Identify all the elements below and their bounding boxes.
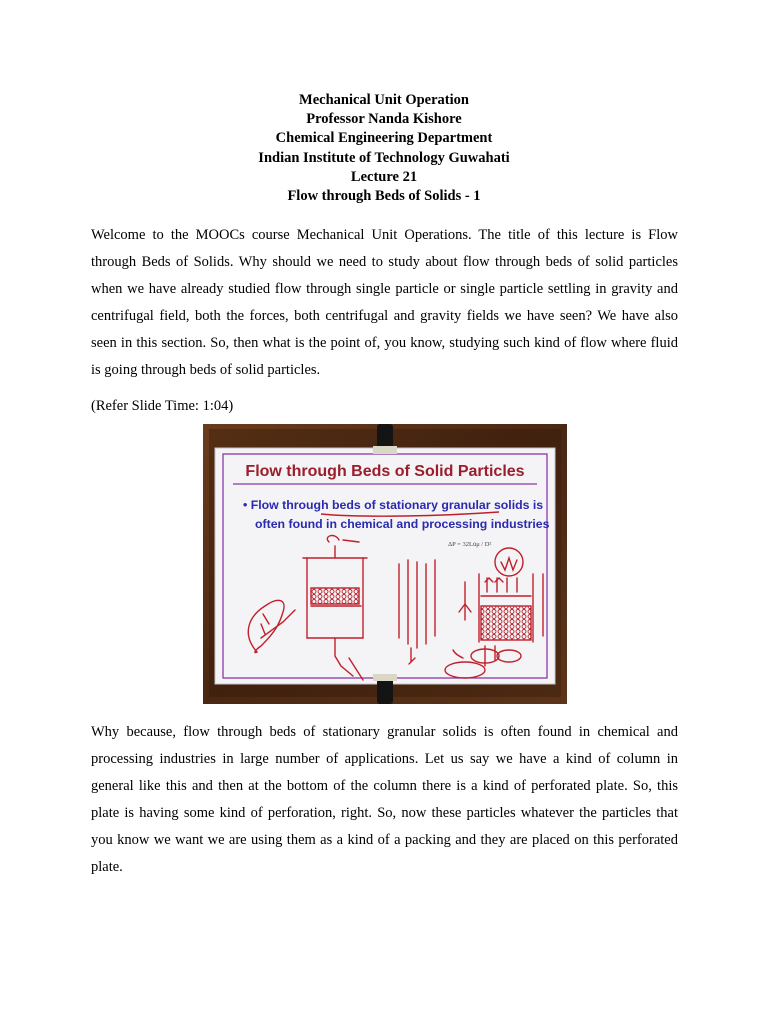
department-name: Chemical Engineering Department: [275, 130, 493, 147]
slide-reference: (Refer Slide Time: 1:04): [91, 398, 234, 414]
slide-bullet-line1: • Flow through beds of stationary granular solids is: [243, 498, 544, 512]
slide-title: Flow through Beds of Solid Particles: [245, 463, 525, 480]
slide-bullet-line2: often found in chemical and processing industries: [255, 517, 550, 531]
body-paragraph: Why because, flow through beds of stationary granular solids is often found in chemical and processing industries in large number of applications. Let us say we have a kind of column in general like this and then at the bottom of the column there is a kind of perforated plate. So, this plate is having some kind of perforation, right. So, now these particles whatever the particles that you know we want we are using them as a kind of a packing and they are placed on this perforated plate.: [91, 724, 678, 875]
lecture-topic: Flow through Beds of Solids - 1: [287, 188, 481, 205]
intro-paragraph: Welcome to the MOOCs course Mechanical Unit Operations. The title of this lecture is Flow through Beds of Solids. Why should we need to study about flow through beds of solid particles when we have already studied flow through single particle or single particle settling in gravity and centrifugal field, both the forces, both centrifugal and gravity fields we have seen? We have also seen in this section. So, then what is the point of, you know, studying such kind of flow where fluid is going through beds of solid particles.: [91, 227, 678, 378]
lecture-number: Lecture 21: [350, 168, 418, 185]
slide-equation: ΔP = 32Lūμ / D²: [448, 541, 492, 548]
document-header: [0, 91, 768, 206]
lecture-slide-image: [203, 424, 567, 704]
institute-name: Indian Institute of Technology Guwahati: [258, 149, 510, 166]
professor-name: Professor Nanda Kishore: [306, 111, 462, 128]
slide-paper: [215, 448, 555, 684]
course-title: Mechanical Unit Operation: [299, 92, 469, 108]
